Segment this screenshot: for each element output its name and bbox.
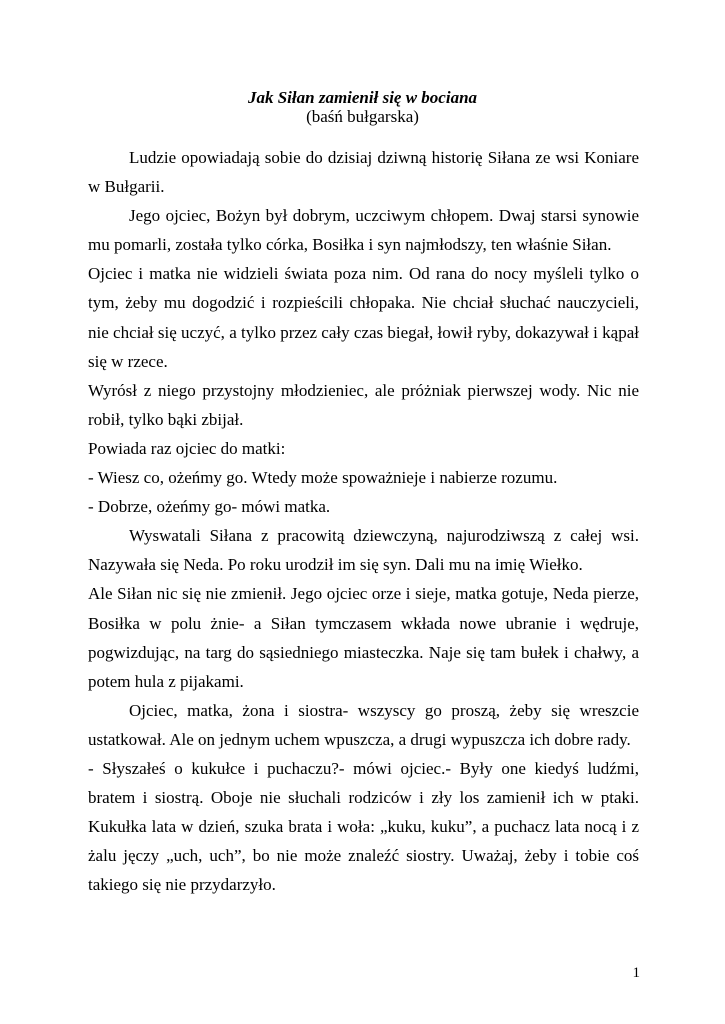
- paragraph-11: - Słyszałeś o kukułce i puchaczu?- mówi ojciec.- Były one kiedyś ludźmi, bratem i siostrą. Oboje nie słuchali rodziców i zły los zamienił ich w ptaki. Kukułka lata w dzień, szuka brata i woła: „kuku, kuku”, a puchacz lata nocą i z żalu jęczy „uch, uch”, bo nie może znaleźć siostry. Uważaj, żeby i tobie coś takiego się nie przydarzyło.: [88, 758, 639, 895]
- paragraph-8: Wyswatali Siłana z pracowitą dziewczyną, najurodziwszą z całej wsi. Nazywała się Neda. Po roku urodził im się syn. Dali mu na imię Wiełko.: [88, 526, 639, 575]
- paragraph-3: Ojciec i matka nie widzieli świata poza nim. Od rana do nocy myśleli tylko o tym, żeby mu dogodzić i rozpieścili chłopaka. Nie chciał słuchać nauczycieli, nie chciał się uczyć, a tylko przez cały czas biegał, łowił ryby, dokazywał i kąpał się w rzece.: [88, 264, 639, 371]
- paragraph-7: - Dobrze, ożeńmy go- mówi matka.: [88, 497, 331, 517]
- paragraph-5: Powiada raz ojciec do matki:: [88, 438, 286, 458]
- paragraph-6: - Wiesz co, ożeńmy go. Wtedy może spoważnieje i nabierze rozumu.: [88, 468, 558, 488]
- paragraph-10: Ojciec, matka, żona i siostra- wszyscy go proszą, żeby się wreszcie ustatkował. Ale on jednym uchem wpuszcza, a drugi wypuszcza ich dobre rady.: [88, 700, 639, 749]
- paragraph-2: Jego ojciec, Bożyn był dobrym, uczciwym chłopem. Dwaj starsi synowie mu pomarli, została tylko córka, Bosiłka i syn najmłodszy, ten właśnie Siłan.: [88, 206, 639, 255]
- paragraph-1: Ludzie opowiadają sobie do dzisiaj dziwną historię Siłana ze wsi Koniare w Bułgarii.: [88, 148, 639, 197]
- document-body: [88, 143, 639, 899]
- document-subtitle: (baśń bułgarska): [306, 107, 419, 126]
- page-number: 1: [632, 965, 640, 981]
- document-title: Jak Siłan zamienił się w bociana: [247, 88, 478, 107]
- paragraph-4: Wyrósł z niego przystojny młodzieniec, ale próżniak pierwszej wody. Nic nie robił, tylko bąki zbijał.: [88, 380, 639, 429]
- paragraph-9: Ale Siłan nic się nie zmienił. Jego ojciec orze i sieje, matka gotuje, Neda pierze, Bosiłka w polu żnie- a Siłan tymczasem wkłada nowe ubranie i wędruje, pogwizdując, na targ do sąsiedniego miasteczka. Naje się tam bułek i chałwy, a potem hula z pijakami.: [88, 584, 639, 691]
